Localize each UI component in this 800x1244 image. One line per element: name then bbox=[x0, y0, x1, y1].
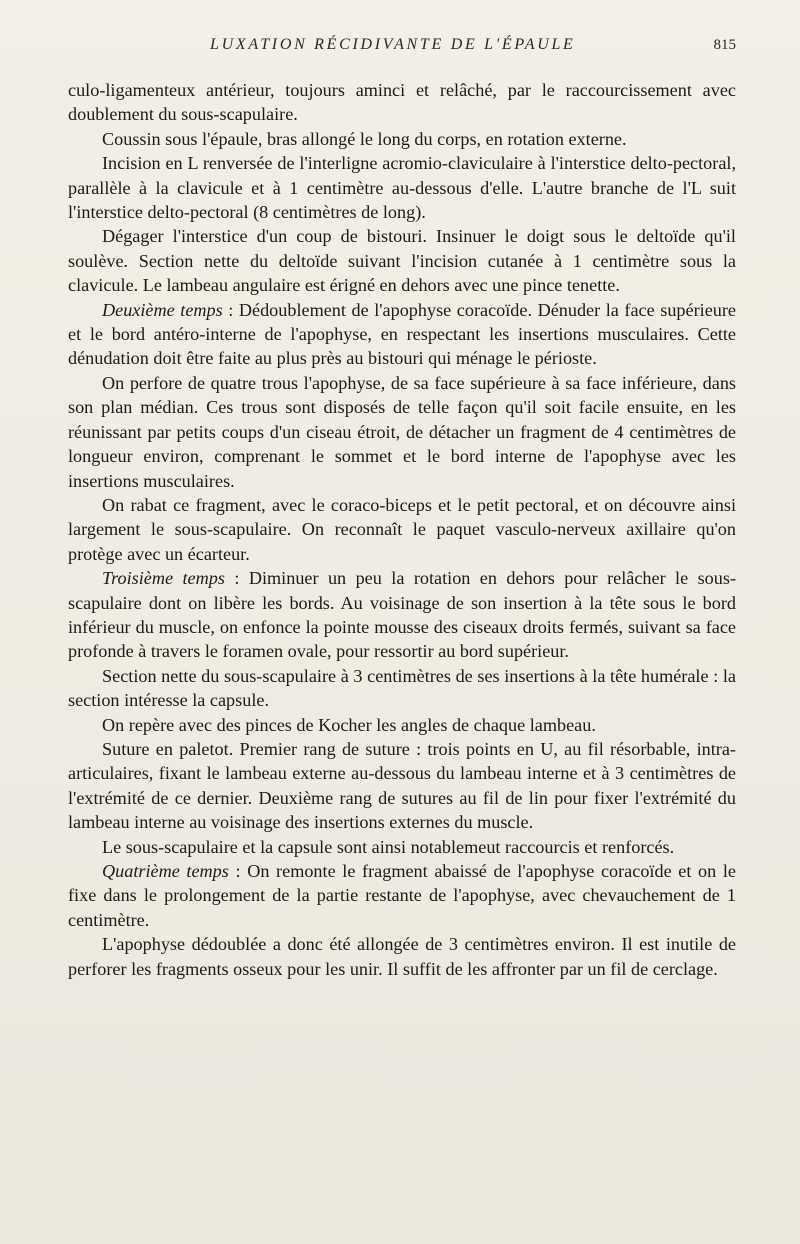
paragraph-text: On perfore de quatre trous l'apophyse, de sa face supérieure à sa face inférieure, dans son plan médian. Ces trous sont disposés de telle façon qu'il soit facile ensuite, en les réunissant par petits coups d'un ciseau étroit, de détacher un fragment de 4 centimètres de longueur environ, comprenant le sommet et le bord interne de l'apophyse avec les insertions musculaires. bbox=[68, 372, 736, 491]
paragraph-text: : Dédoublement de l'apophyse coracoïde. Dénuder la face supérieure et le bord antéro-interne de l'apophyse, en respectant les insertions musculaires. Cette dénudation doit être faite au plus près au bistouri qui ménage le périoste. bbox=[68, 299, 736, 369]
paragraph-text: L'apophyse dédoublée a donc été allongée de 3 centimètres environ. Il est inutile de perforer les fragments osseux pour les unir. Il suffit de les affronter par un fil de cerclage. bbox=[68, 934, 736, 979]
paragraph-continuation bbox=[68, 78, 736, 127]
paragraph bbox=[68, 151, 736, 224]
step-heading: Deuxième temps bbox=[102, 299, 223, 320]
running-title: LUXATION RÉCIDIVANTE DE L'ÉPAULE bbox=[210, 36, 576, 53]
page-number: 815 bbox=[713, 37, 736, 53]
paragraph-text: Incision en L renversée de l'interligne acromio-claviculaire à l'interstice delto-pectoral, parallèle à la clavicule et à 1 centimètre au-dessous d'elle. L'autre branche de l'L suit l'interstice delto-pectoral (8 centimètres de long). bbox=[68, 153, 736, 223]
paragraph bbox=[68, 371, 736, 493]
paragraph bbox=[68, 737, 736, 835]
body-text bbox=[68, 78, 736, 981]
paragraph-text: On rabat ce fragment, avec le coraco-biceps et le petit pectoral, et on découvre ainsi largement le sous-scapulaire. On reconnaît le paquet vasculo-nerveux axillaire qu'on protège avec un écarteur. bbox=[68, 494, 736, 564]
paragraph bbox=[68, 932, 736, 981]
paragraph-text: : On remonte le fragment abaissé de l'apophyse coracoïde et on le fixe dans le prolongement de la partie restante de l'apophyse, avec chevauchement de 1 centimètre. bbox=[68, 861, 737, 930]
step-heading: Quatrième temps bbox=[102, 861, 229, 881]
step-heading: Troisième temps bbox=[102, 568, 225, 589]
paragraph-text: : Diminuer un peu la rotation en dehors pour relâcher le sous-scapulaire dont on libère les bords. Au voisinage de son insertion à la tête sous le bord inférieur du muscle, on enfonce la pointe mousse des ciseaux droits fermés, suivant sa face profonde à travers le foramen ovale, pour ressortir au bord supérieur. bbox=[68, 568, 736, 662]
paragraph bbox=[68, 127, 736, 151]
paragraph-step-4 bbox=[68, 859, 736, 932]
paragraph-text: Coussin sous l'épaule, bras allongé le long du corps, en rotation externe. bbox=[102, 128, 627, 149]
paragraph-text: Dégager l'interstice d'un coup de bistouri. Insinuer le doigt sous le deltoïde qu'il soulève. Section nette du deltoïde suivant l'incision cutanée à 1 centimètre sous la clavicule. Le lambeau angulaire est érigné en dehors avec une pince tenette. bbox=[68, 226, 736, 296]
paragraph-text: Section nette du sous-scapulaire à 3 centimètres de ses insertions à la tête humérale : la section intéresse la capsule. bbox=[68, 665, 736, 711]
paragraph-step-2 bbox=[68, 298, 736, 371]
paragraph-step-3 bbox=[68, 566, 736, 664]
paragraph bbox=[68, 493, 736, 566]
paragraph-text: Suture en paletot. Premier rang de suture : trois points en U, au fil résorbable, intra-articulaires, fixant le lambeau externe au-dessous du lambeau interne et à 3 centimètres de l'extrémité de ce dernier. Deuxième rang de sutures au fil de lin pour fixer l'extrémité du lambeau interne au voisinage des insertions externes du muscle. bbox=[68, 738, 736, 833]
paragraph bbox=[68, 224, 736, 297]
paragraph bbox=[68, 835, 736, 859]
paragraph-text: On repère avec des pinces de Kocher les angles de chaque lambeau. bbox=[102, 714, 596, 735]
paragraph bbox=[68, 713, 736, 737]
page-header bbox=[68, 36, 736, 60]
paragraph-text: Le sous-scapulaire et la capsule sont ainsi notablemeut raccourcis et renforcés. bbox=[102, 836, 675, 857]
paragraph bbox=[68, 664, 736, 713]
paragraph-text: culo-ligamenteux antérieur, toujours aminci et relâché, par le raccourcissement avec doublement du sous-scapulaire. bbox=[68, 80, 736, 125]
